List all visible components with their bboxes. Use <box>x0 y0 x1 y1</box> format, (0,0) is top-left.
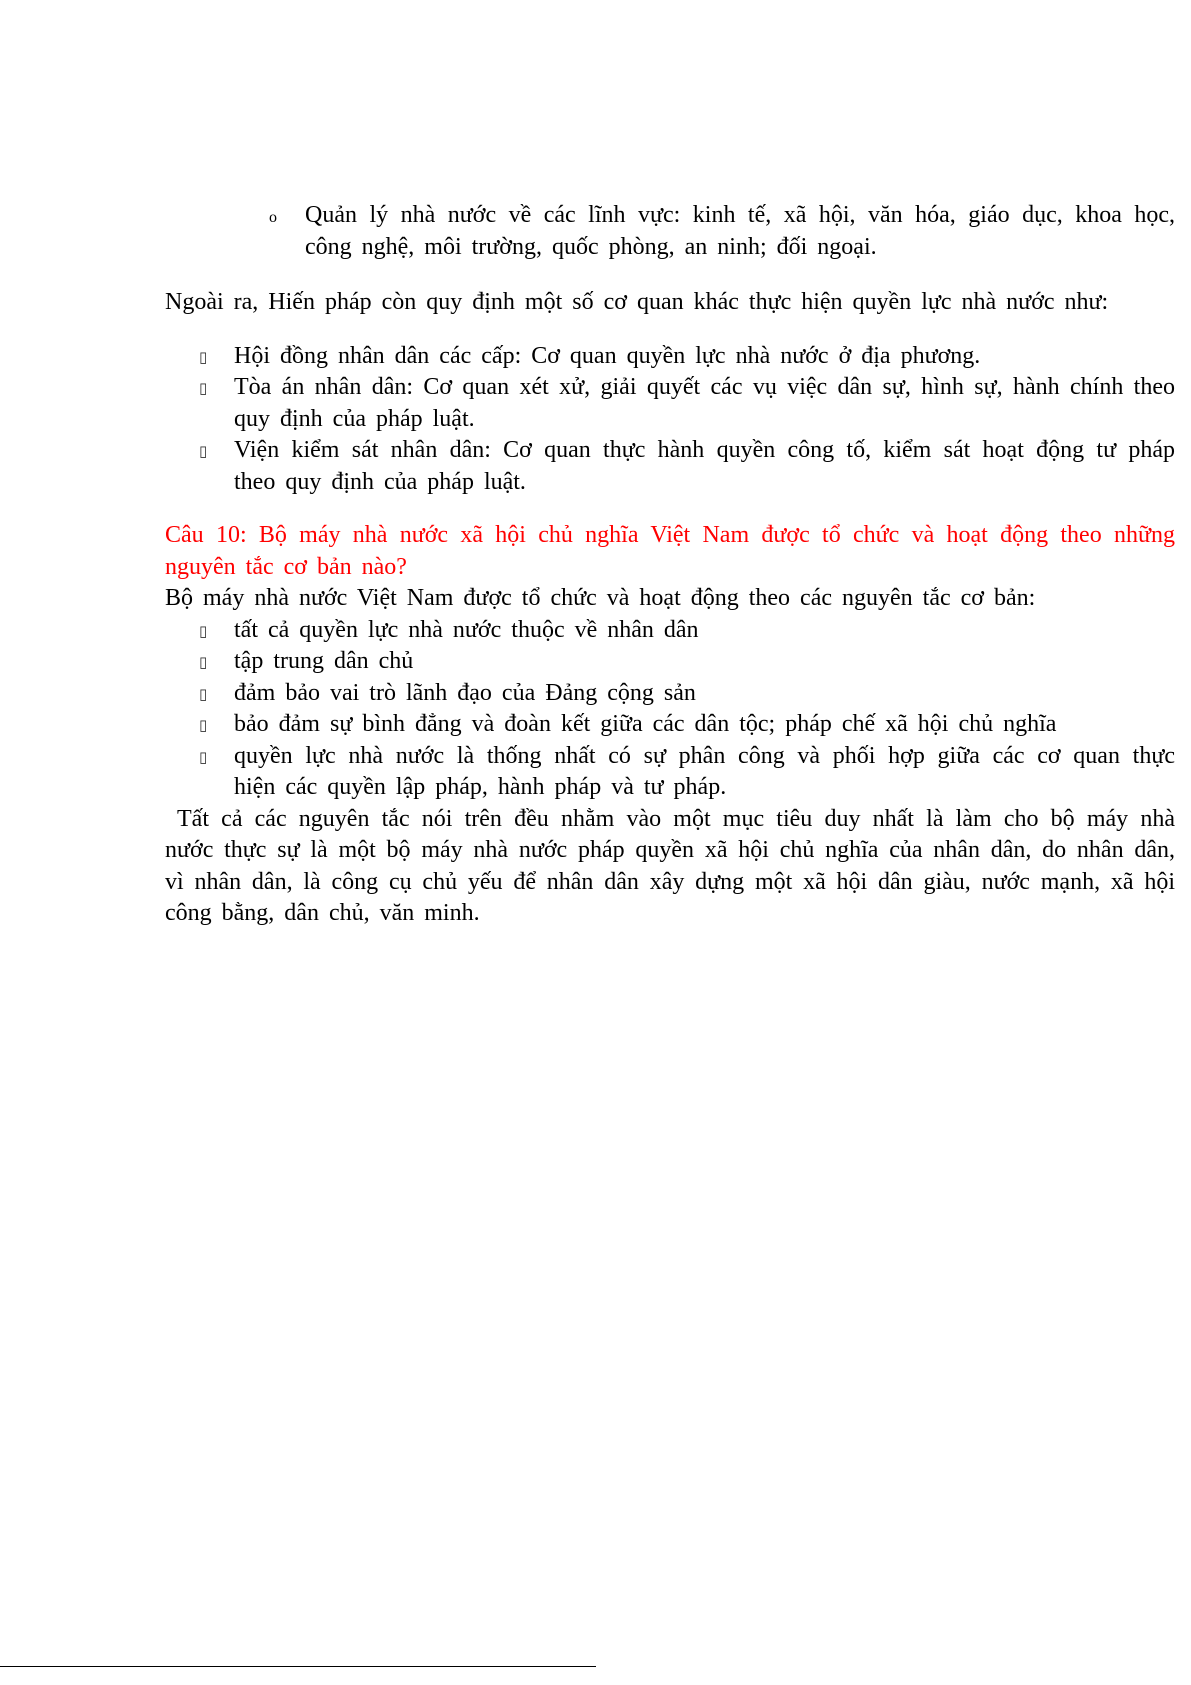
box-bullet-icon: ▯ <box>199 621 208 640</box>
box-bullet-icon: ▯ <box>199 347 208 366</box>
footnote-separator <box>0 1666 596 1667</box>
list-item-text: tập trung dân chủ <box>234 648 414 674</box>
sub-list <box>165 200 1175 263</box>
box-bullet-icon: ▯ <box>199 684 208 703</box>
list-item <box>165 741 1175 804</box>
list-item <box>165 646 1175 678</box>
question-heading: Câu 10: Bộ máy nhà nước xã hội chủ nghĩa Việt Nam được tổ chức và hoạt động theo những nguyên tắc cơ bản nào? <box>165 522 1175 580</box>
box-bullet-icon: ▯ <box>199 747 208 766</box>
circle-bullet-icon: o <box>269 209 277 226</box>
list-item <box>165 341 1175 373</box>
list-item-text: bảo đảm sự bình đẳng và đoàn kết giữa các dân tộc; pháp chế xã hội chủ nghĩa <box>234 711 1057 737</box>
list-item-text: Tòa án nhân dân: Cơ quan xét xử, giải quyết các vụ việc dân sự, hình sự, hành chính theo quy định của pháp luật. <box>234 374 1175 432</box>
list-item-text: quyền lực nhà nước là thống nhất có sự phân công và phối hợp giữa các cơ quan thực hiện các quyền lập pháp, hành pháp và tư pháp. <box>234 742 1175 800</box>
answer-intro: Bộ máy nhà nước Việt Nam được tổ chức và hoạt động theo các nguyên tắc cơ bản: <box>165 585 1036 611</box>
list-item-text: Viện kiểm sát nhân dân: Cơ quan thực hành quyền công tố, kiểm sát hoạt động tư pháp theo quy định của pháp luật. <box>234 437 1175 495</box>
conclusion-paragraph: Tất cả các nguyên tắc nói trên đều nhằm vào một mục tiêu duy nhất là làm cho bộ máy nhà nước thực sự là một bộ máy nhà nước pháp quyền xã hội chủ nghĩa của nhân dân, do nhân dân, vì nhân dân, là công cụ chủ yếu để nhân dân xây dựng một xã hội dân giàu, nước mạnh, xã hội công bằng, dân chủ, văn minh. <box>165 805 1175 926</box>
list-item <box>165 615 1175 647</box>
box-bullet-icon: ▯ <box>199 442 208 460</box>
other-bodies-list <box>165 341 1175 499</box>
document-page <box>165 200 1175 930</box>
box-bullet-icon: ▯ <box>199 653 208 671</box>
list-item <box>165 372 1175 435</box>
list-item <box>165 709 1175 741</box>
list-item-text: đảm bảo vai trò lãnh đạo của Đảng cộng sản <box>234 679 696 706</box>
list-item <box>165 678 1175 710</box>
box-bullet-icon: ▯ <box>199 379 208 397</box>
sub-list-item <box>165 200 1175 263</box>
intro-paragraph: Ngoài ra, Hiến pháp còn quy định một số cơ quan khác thực hiện quyền lực nhà nước như: <box>165 289 1109 315</box>
principles-list <box>165 615 1175 804</box>
sub-list-item-text: Quản lý nhà nước về các lĩnh vực: kinh tế, xã hội, văn hóa, giáo dục, khoa học, công nghệ, môi trường, quốc phòng, an ninh; đối ngoại. <box>305 202 1175 260</box>
list-item <box>165 435 1175 498</box>
box-bullet-icon: ▯ <box>199 716 208 734</box>
list-item-text: tất cả quyền lực nhà nước thuộc về nhân dân <box>234 616 699 643</box>
list-item-text: Hội đồng nhân dân các cấp: Cơ quan quyền lực nhà nước ở địa phương. <box>234 342 981 369</box>
